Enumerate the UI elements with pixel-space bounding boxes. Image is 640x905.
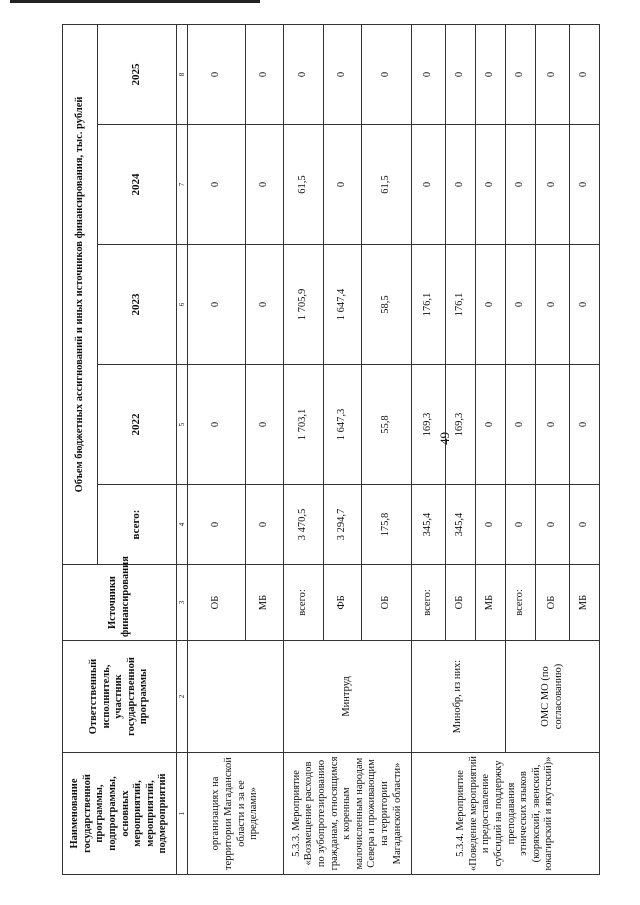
col-number: 1 xyxy=(177,753,188,875)
measure-name: 5.3.3. Мероприятие «Возмещение расходов по зубопротезированию гражданам, относящимся к коренным малочисленным народам Севера и проживающим на территории Магаданской области» xyxy=(284,753,412,875)
value-cell: 169,3 xyxy=(446,365,476,485)
value-cell: 0 xyxy=(188,365,246,485)
responsible-cell: Минтруд xyxy=(284,641,412,753)
source-cell: МБ xyxy=(246,565,284,641)
value-cell: 0 xyxy=(412,24,446,124)
value-cell: 0 xyxy=(188,485,246,565)
value-cell: 0 xyxy=(476,125,506,245)
source-cell: МБ xyxy=(476,565,506,641)
source-cell: ОБ xyxy=(362,565,412,641)
col-number: 5 xyxy=(177,365,188,485)
value-cell: 61,5 xyxy=(362,125,412,245)
value-cell: 0 xyxy=(324,125,362,245)
source-cell: МБ xyxy=(570,565,600,641)
value-cell: 0 xyxy=(324,24,362,124)
source-cell: ФБ xyxy=(324,565,362,641)
table-row xyxy=(412,24,446,874)
header-responsible: Ответственный исполнитель, участник государственной программы xyxy=(63,641,177,753)
value-cell: 0 xyxy=(188,24,246,124)
responsible-cell xyxy=(188,641,284,753)
table-row xyxy=(284,24,324,874)
source-cell: ОБ xyxy=(188,565,246,641)
value-cell: 0 xyxy=(246,245,284,365)
value-cell: 169,3 xyxy=(412,365,446,485)
measure-name: 5.3.4. Мероприятие «Поведение мероприятий и предоставление субсидий на поддержку преподавания этнических языков (корякский, эвенский, юкагирский и якутский)» xyxy=(412,753,600,875)
value-cell: 0 xyxy=(476,365,506,485)
value-cell: 3 470,5 xyxy=(284,485,324,565)
value-cell: 0 xyxy=(536,485,570,565)
value-cell: 0 xyxy=(446,125,476,245)
value-cell: 0 xyxy=(570,365,600,485)
value-cell: 345,4 xyxy=(446,485,476,565)
header-funding: Объем бюджетных ассигнований и иных источников финансирования, тыс. рублей xyxy=(63,24,98,564)
value-cell: 0 xyxy=(188,125,246,245)
value-cell: 0 xyxy=(246,365,284,485)
value-cell: 0 xyxy=(506,245,536,365)
value-cell: 0 xyxy=(536,365,570,485)
value-cell: 1 647,4 xyxy=(324,245,362,365)
value-cell: 0 xyxy=(536,24,570,124)
table-row xyxy=(188,24,246,874)
header-name: Наименование государственной программы, подпрограммы, основных мероприятий, мероприятий, подмероприятий xyxy=(63,753,177,875)
column-number-row xyxy=(177,24,188,874)
top-rule xyxy=(10,0,260,3)
value-cell: 0 xyxy=(446,24,476,124)
source-cell: всего: xyxy=(506,565,536,641)
value-cell: 0 xyxy=(476,485,506,565)
value-cell: 0 xyxy=(570,245,600,365)
header-year-2023: 2023 xyxy=(98,245,177,365)
value-cell: 176,1 xyxy=(446,245,476,365)
header-year-2024: 2024 xyxy=(98,125,177,245)
value-cell: 175,8 xyxy=(362,485,412,565)
source-cell: всего: xyxy=(412,565,446,641)
value-cell: 0 xyxy=(362,24,412,124)
measure-name: организациях на территории Магаданской области и за ее пределами» xyxy=(188,753,284,875)
value-cell: 0 xyxy=(506,485,536,565)
col-number: 8 xyxy=(177,24,188,124)
col-number: 6 xyxy=(177,245,188,365)
value-cell: 3 294,7 xyxy=(324,485,362,565)
source-cell: ОБ xyxy=(446,565,476,641)
rotated-table-wrapper xyxy=(62,25,590,875)
value-cell: 0 xyxy=(570,24,600,124)
value-cell: 0 xyxy=(506,365,536,485)
col-number: 7 xyxy=(177,125,188,245)
responsible-cell: ОМС МО (по согласованию) xyxy=(506,641,600,753)
header-year-2022: 2022 xyxy=(98,365,177,485)
value-cell: 0 xyxy=(570,125,600,245)
value-cell: 176,1 xyxy=(412,245,446,365)
value-cell: 0 xyxy=(284,24,324,124)
value-cell: 0 xyxy=(412,125,446,245)
value-cell: 61,5 xyxy=(284,125,324,245)
funding-table xyxy=(62,24,600,875)
col-number: 3 xyxy=(177,565,188,641)
value-cell: 0 xyxy=(536,245,570,365)
value-cell: 1 647,3 xyxy=(324,365,362,485)
value-cell: 0 xyxy=(246,485,284,565)
header-total: всего: xyxy=(98,485,177,565)
source-cell: всего: xyxy=(284,565,324,641)
value-cell: 0 xyxy=(536,125,570,245)
value-cell: 0 xyxy=(476,24,506,124)
value-cell: 0 xyxy=(506,24,536,124)
value-cell: 345,4 xyxy=(412,485,446,565)
responsible-cell: Минобр, из них: xyxy=(412,641,506,753)
header-year-2025: 2025 xyxy=(98,24,177,124)
value-cell: 0 xyxy=(506,125,536,245)
value-cell: 0 xyxy=(246,125,284,245)
page-number: 49 xyxy=(437,432,452,445)
col-number: 2 xyxy=(177,641,188,753)
value-cell: 0 xyxy=(188,245,246,365)
value-cell: 58,5 xyxy=(362,245,412,365)
header-sources: Источники финансирования xyxy=(63,565,177,641)
value-cell: 0 xyxy=(246,24,284,124)
value-cell: 0 xyxy=(476,245,506,365)
col-number: 4 xyxy=(177,485,188,565)
value-cell: 1 703,1 xyxy=(284,365,324,485)
value-cell: 0 xyxy=(570,485,600,565)
value-cell: 1 705,9 xyxy=(284,245,324,365)
table-row xyxy=(506,24,536,874)
source-cell: ОБ xyxy=(536,565,570,641)
value-cell: 55,8 xyxy=(362,365,412,485)
